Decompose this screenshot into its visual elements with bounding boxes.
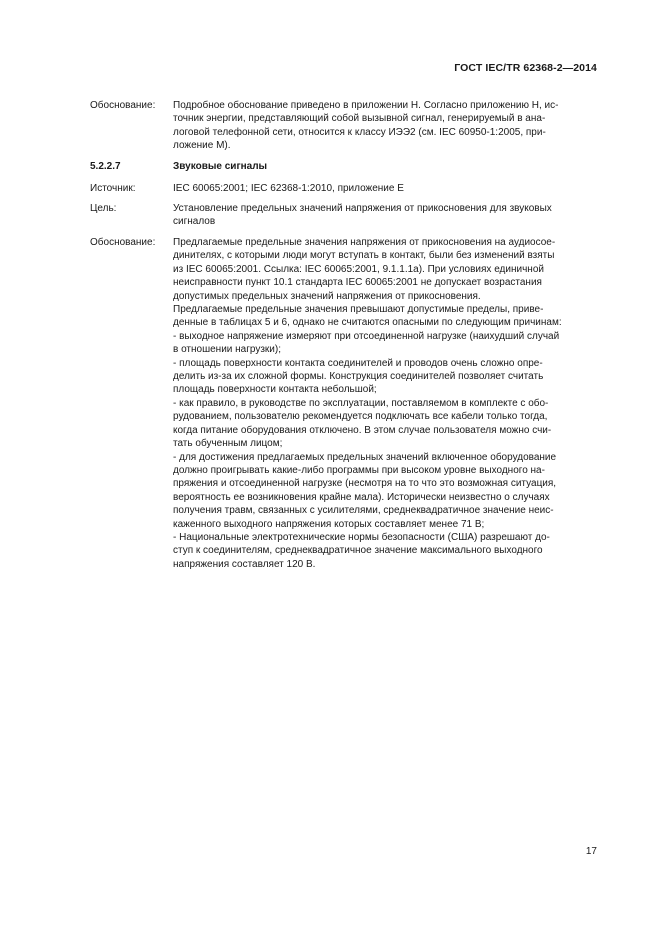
page-number: 17	[585, 846, 597, 857]
source-label: Источник:	[90, 183, 136, 194]
text-line: точник энергии, представляющий собой вызывной сигнал, генерируемый в ана-	[173, 113, 546, 125]
text-line: логовой телефонной сети, относится к классу ИЭЭ2 (см. IEC 60950-1:2005, при-	[173, 126, 546, 138]
text-line: - как правило, в руководстве по эксплуатации, поставляемом в комплекте с обо-	[173, 397, 549, 409]
goal-label: Цель:	[90, 203, 117, 214]
goal-text	[173, 202, 598, 229]
rationale-text-2	[173, 236, 598, 571]
text-line: Установление предельных значений напряжения от прикосновения для звуковых	[173, 203, 552, 214]
section-title: Звуковые сигналы	[173, 161, 268, 172]
text-line: когда питание оборудования отключено. В этом случае пользователя можно счи-	[173, 424, 552, 436]
text-line: динителях, с которыми люди могут вступать в контакт, были без изменений взяты	[173, 250, 555, 262]
text-line: получения травм, связанных с усилителями, среднеквадратичное значение неис-	[173, 505, 554, 517]
text-line: денные в таблицах 5 и 6, однако не считаются опасными по следующим причинам:	[173, 317, 562, 329]
section-number: 5.2.2.7	[90, 161, 121, 172]
text-line: тать обученным лицом;	[173, 438, 283, 450]
text-line: Предлагаемые предельные значения превышают допустимые пределы, приве-	[173, 304, 544, 316]
text-line: сигналов	[173, 216, 216, 228]
text-line: - для достижения предлагаемых предельных значений включенное оборудование	[173, 451, 557, 463]
rationale-label-1: Обоснование:	[90, 100, 156, 111]
rationale-label-2: Обоснование:	[90, 237, 156, 248]
text-line: рудованием, пользователю рекомендуется подключать все кабели только тогда,	[173, 411, 548, 423]
text-line: напряжения составляет 120 В.	[173, 558, 316, 570]
text-line: должно проигрывать какие-либо программы при высоком уровне выходного на-	[173, 464, 545, 476]
text-line: - Национальные электротехнические нормы безопасности (США) разрешают до-	[173, 531, 550, 543]
text-line: в отношении нагрузки);	[173, 344, 281, 356]
text-line: площадь поверхности контакта небольшой;	[173, 384, 377, 396]
text-line: делить из-за их сложной формы. Конструкция соединителей позволяет считать	[173, 371, 544, 383]
text-line: ложение М).	[173, 140, 231, 152]
text-line: - выходное напряжение измеряют при отсоединенной нагрузке (наихудший случай	[173, 330, 560, 342]
rationale-text-1	[173, 99, 598, 153]
text-line: ступ к соединителям, среднеквадратичное значение максимального выходного	[173, 545, 543, 557]
text-line: пряжения и отсоединенной нагрузке (несмотря на то что это возможная ситуация,	[173, 478, 557, 490]
text-line: неисправности пункт 10.1 стандарта IEC 60065:2001 не допускает возрастания	[173, 277, 542, 289]
text-line: Подробное обоснование приведено в приложении Н. Согласно приложению Н, ис-	[173, 100, 559, 111]
text-line: вероятность ее возникновения крайне мала). Исторически неизвестно о случаях	[173, 491, 550, 503]
source-text: IEC 60065:2001; IEC 62368-1:2010, приложение Е	[173, 183, 404, 194]
document-header: ГОСТ IEC/TR 62368-2—2014	[454, 62, 597, 74]
text-line: каженного выходного напряжения которых составляет менее 71 В;	[173, 518, 485, 530]
text-line: - площадь поверхности контакта соединителей и проводов очень сложно опре-	[173, 357, 543, 369]
text-line: Предлагаемые предельные значения напряжения от прикосновения на аудиосое-	[173, 237, 556, 248]
text-line: допустимых предельных значений напряжения от прикосновения.	[173, 290, 481, 302]
text-line: из IEC 60065:2001. Ссылка: IEC 60065:2001, 9.1.1.1а). При условиях единичной	[173, 263, 544, 275]
